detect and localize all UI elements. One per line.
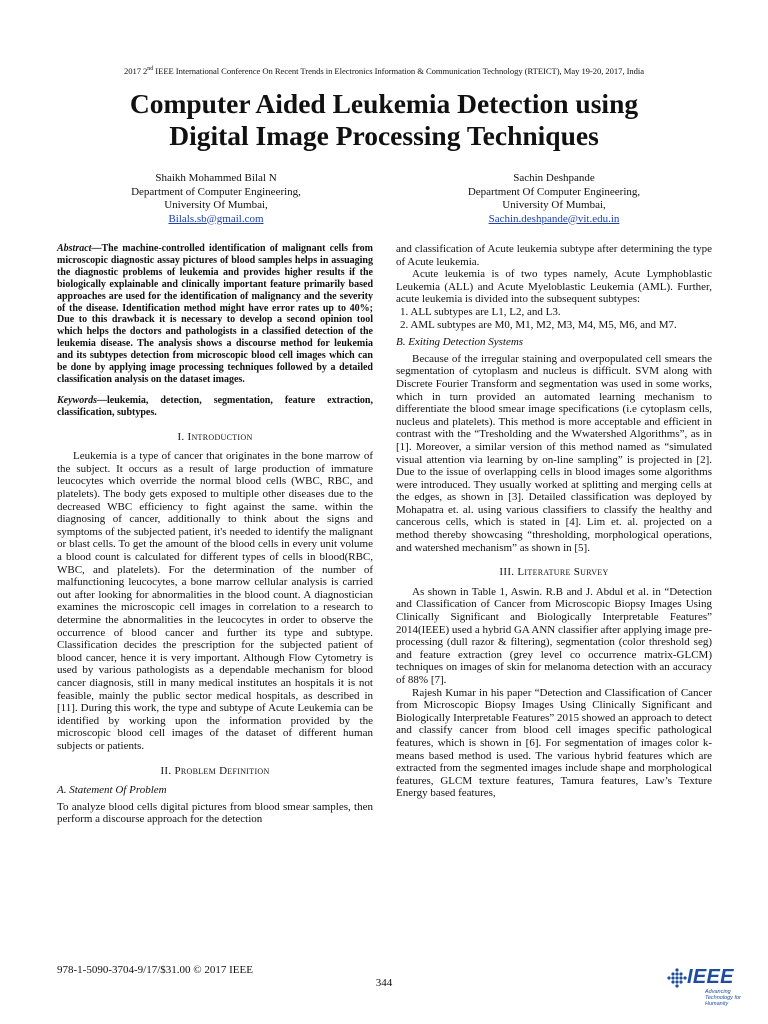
section-heading-introduction: I. Introduction — [177, 430, 253, 443]
paragraph: As shown in Table 1, Aswin. R.B and J. Abdul et al. in “Detection and Classification of Cancer from Microscopic Biopsy Images Using Clinically Significant and Biologically Interpretable Features” 2014(IEEE) used a hybrid GA ANN classifier after applying image pre-processing (dull razor & filtering), segmentation (color threshold seg) and feature extraction (grey level co occurrence matrix-GLCM) techniques on images of skin for melanoma detection with an accuracy of 88% [7]. — [396, 585, 712, 686]
isbn-copyright: 978-1-5090-3704-9/17/$31.00 © 2017 IEEE — [57, 964, 253, 976]
paper-title — [40, 88, 728, 152]
paragraph: and classification of Acute leukemia subtype after determining the type of Acute leukemia. — [396, 243, 712, 268]
section-heading-problem-definition: II. Problem Definition — [160, 764, 270, 777]
author-1 — [66, 172, 366, 226]
paragraph: Leukemia is a type of cancer that originates in the bone marrow of the subject. It occurs as a result of large production of immature leucocytes which override the normal blood cells (WBC, RBC, and platelets). The body gets exposed to multiple other diseases due to the decreased WBC efficiency to fight against the same. within the diagnosing of cancer, additionally to think about the signs and symptoms of the subjected patient, it's needed to identify the malignant or blast cells. To get the amount of the blood cells in every unit volume a blood count is calculated for different types of cells in blood(RBC, WBC, and platelets). For the determination of the number of malfunctioning leucocytes, a bone marrow cellular analysis is carried out after looking for abnormalities in the blood count. A diagnostician examines the microscopic cell images in correlation to a research to determine the abnormalities in the leucocytes in order to observe the occurrence of blood cancer and further its type and subtype. Classification decides the prescription for the subjected patient of blood cancer, hence it is very important. Although Flow Cytometry is used by various pathologists as a dependable mechanism for blood cancer diagnosis, still in many medical institutes an hospitals it is not feasible, mainly the public sector medical hospitals, as described in [11]. During this work, the type and subtype of Acute Leukemia can be identified by working upon the information provided by the microscopic blood cell images of the dataset of different human subjects or patients. — [57, 450, 373, 752]
author-name: Shaikh Mohammed Bilal N — [155, 172, 277, 184]
list-item: 2. AML subtypes are M0, M1, M2, M3, M4, M5, M6, and M7. — [400, 318, 677, 331]
conference-header: 2017 2nd IEEE International Conference On Recent Trends in Electronics Information & Communication Technology (RTEICT), May 19-20, 2017, India — [123, 66, 645, 76]
abstract — [57, 243, 373, 386]
paragraph: Rajesh Kumar in his paper “Detection and Classification of Cancer from Microscopic Biopsy Images Using Clinically Significant and Biologically Interpretable Features” 2015 showed an approach to detect and classify cancer from blood cell images specific pathological features, which is shown in [6]. For segmentation of images color k-means based method is used. The various hybrid features which are extracted from the segmented images include shape and morphological features, GLCM texture features, Tamura features, Law’s Texture Energy based features, — [396, 686, 712, 800]
author-email-link[interactable]: Sachin.deshpande@vit.edu.in — [488, 212, 620, 225]
list-item: 1. ALL subtypes are L1, L2, and L3. — [400, 305, 561, 318]
subsection-heading-existing-systems: B. Exiting Detection Systems — [396, 336, 524, 349]
page-number: 344 — [375, 977, 393, 989]
left-column — [57, 243, 373, 826]
author-name: Sachin Deshpande — [513, 172, 595, 184]
author-univ: University Of Mumbai, — [164, 199, 268, 211]
title-line-1: Computer Aided Leukemia Detection using — [129, 88, 639, 119]
ieee-diamond-icon — [667, 968, 687, 988]
ieee-logo — [667, 966, 757, 1006]
paragraph: To analyze blood cells digital pictures from blood smear samples, then perform a discourse approach for the detection — [57, 800, 373, 826]
author-univ: University Of Mumbai, — [502, 199, 606, 211]
author-dept: Department of Computer Engineering, — [131, 185, 301, 198]
abstract-text: —The machine-controlled identification of malignant cells from microscopic diagnostic assay pictures of blood samples helps in assuaging the diagnostic problems of leukemia and provides higher results if the biologically explainable and clinically important feature primarily based approaches are used for the identification of malignancy and the severity of the disease. Identification method might have error rates up to 40%; Due to this drawback it is necessary to develop a second opinion tool which helps the doctors and pathologists in a classified detection of the leukemia disease. The analysis shows a discourse method for leukemia and its subtypes detection from microscopic blood cell images which can be done by applying image processing techniques followed by a detailed classification analysis on the dataset images. — [57, 243, 373, 385]
author-email-link[interactable]: Bilals.sb@gmail.com — [168, 212, 264, 225]
keywords — [57, 395, 373, 419]
paragraph: Acute leukemia is of two types namely, Acute Lymphoblastic Leukemia (ALL) and Acute Myeloblastic Leukemia (AML). Further, acute leukemia is divided into the subsequent subtypes: — [396, 268, 712, 306]
author-dept: Department Of Computer Engineering, — [467, 185, 641, 198]
title-line-2: Digital Image Processing Techniques — [169, 120, 599, 151]
abstract-label: Abstract — [57, 243, 92, 254]
right-column — [396, 243, 712, 800]
subsection-heading-statement: A. Statement Of Problem — [57, 784, 167, 797]
ieee-tagline: Advancing Technology for Humanity — [705, 989, 741, 1008]
author-2 — [404, 172, 704, 226]
section-heading-literature-survey: III. Literature Survey — [499, 566, 609, 579]
paragraph: Because of the irregular staining and overpopulated cell smears the segmentation of cytoplasm and nucleus is difficult. SVM along with Discrete Fourier Transform and segmentation was used in some works, which in turn provided an automated learning mechanism to differentiate the blood smear image specifications (i.e cytoplasm cells, nucleus and platelets). This method is more acceptable and efficient in contrast with the “Tresholding and the Wwatershed Algorithms”, as in [1]. Moreover, a similar version of this method named as “simulated visual attention via learning by on-line sampling” is projected in [2]. Due to the issue of overlapping cells in blood images some algorithms were introduced. They usually worked at splitting and merging cells at the edges, as shown in [3]. Detailed classification was deployed by Mohapatra et. al. using various classifiers to classify the healthy and cancerous cells, which is stated in [4]. Lim et. al. projected on a method thereby showcasing “thresholding, morphological operations, and watershed mechanism” as shown in [5]. — [396, 352, 712, 554]
ieee-wordmark: IEEE — [687, 966, 734, 988]
keywords-label: Keywords — [57, 394, 97, 406]
keywords-text: —leukemia, detection, segmentation, feature extraction, classification, subtypes. — [57, 394, 373, 418]
